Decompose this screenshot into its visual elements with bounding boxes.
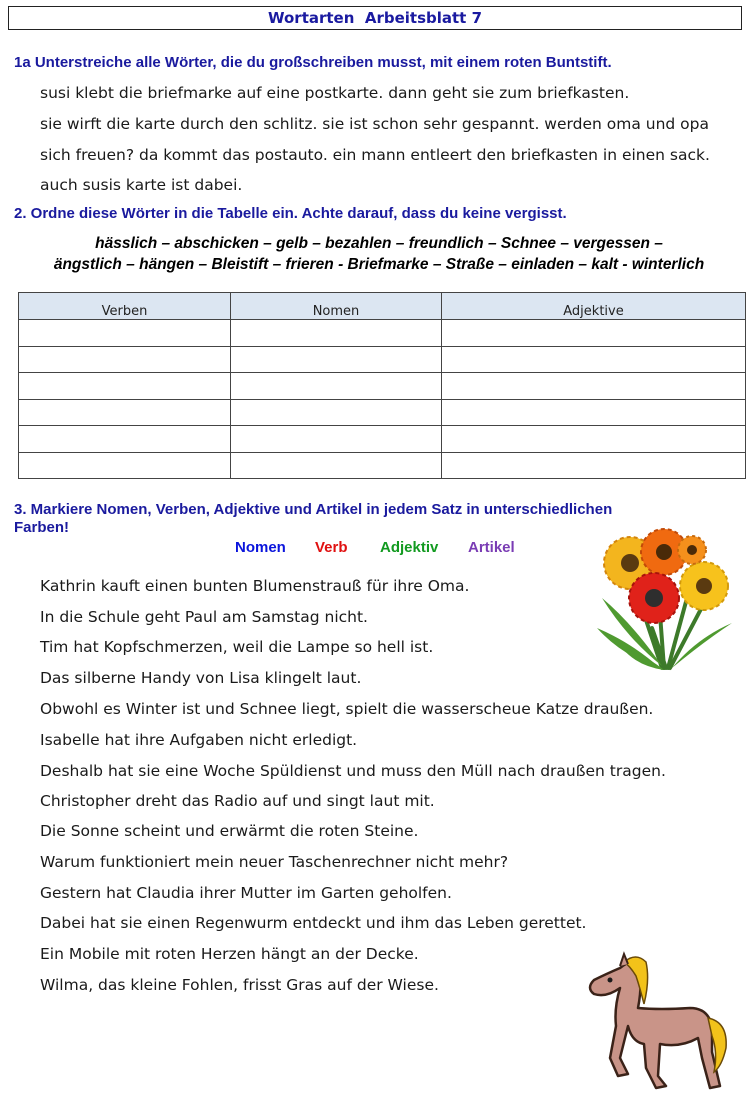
task1-line: auch susis karte ist dabei. bbox=[40, 176, 243, 194]
task2-heading: 2. Ordne diese Wörter in die Tabelle ein. Achte darauf, dass du keine vergisst. bbox=[14, 205, 567, 222]
sentence: Obwohl es Winter ist und Schnee liegt, spielt die wasserscheue Katze draußen. bbox=[40, 700, 654, 718]
sentence: Warum funktioniert mein neuer Taschenrechner nicht mehr? bbox=[40, 853, 509, 871]
legend-verb: Verb bbox=[315, 539, 348, 556]
table-cell[interactable] bbox=[442, 346, 746, 372]
task3-heading-cont: Farben! bbox=[14, 519, 70, 536]
worksheet-title: Wortarten Arbeitsblatt 7 bbox=[8, 6, 742, 30]
table-cell[interactable] bbox=[231, 426, 442, 452]
table-cell[interactable] bbox=[19, 346, 231, 372]
flower-yellow-right-icon bbox=[680, 562, 728, 610]
sentence: Tim hat Kopfschmerzen, weil die Lampe so hell ist. bbox=[40, 638, 434, 656]
sentence: Wilma, das kleine Fohlen, frisst Gras auf der Wiese. bbox=[40, 976, 439, 994]
legend-artikel: Artikel bbox=[468, 539, 515, 556]
flower-red-icon bbox=[629, 573, 679, 623]
foal-illustration bbox=[580, 948, 730, 1092]
flower-orange-small-icon bbox=[678, 536, 706, 564]
table-cell[interactable] bbox=[231, 399, 442, 425]
column-header-adjektive: Adjektive bbox=[442, 293, 746, 320]
column-header-nomen: Nomen bbox=[231, 293, 442, 320]
legend-nomen: Nomen bbox=[235, 539, 286, 556]
table-row bbox=[19, 373, 746, 399]
table-row bbox=[19, 426, 746, 452]
table-cell[interactable] bbox=[19, 452, 231, 478]
table-cell[interactable] bbox=[442, 399, 746, 425]
sentence: Deshalb hat sie eine Woche Spüldienst und muss den Müll nach draußen tragen. bbox=[40, 762, 666, 780]
column-header-verben: Verben bbox=[19, 293, 231, 320]
sorting-table bbox=[18, 292, 746, 479]
table-row bbox=[19, 399, 746, 425]
word-list-line: hässlich – abschicken – gelb – bezahlen – freundlich – Schnee – vergessen – bbox=[95, 235, 663, 252]
sentence: Christopher dreht das Radio auf und singt laut mit. bbox=[40, 792, 435, 810]
legend-adjektiv: Adjektiv bbox=[380, 539, 439, 556]
table-row bbox=[19, 346, 746, 372]
table-cell[interactable] bbox=[19, 399, 231, 425]
table-row bbox=[19, 452, 746, 478]
table-cell[interactable] bbox=[19, 320, 231, 346]
table-cell[interactable] bbox=[19, 426, 231, 452]
table-cell[interactable] bbox=[442, 426, 746, 452]
table-cell[interactable] bbox=[231, 373, 442, 399]
table-cell[interactable] bbox=[231, 452, 442, 478]
table-cell[interactable] bbox=[442, 320, 746, 346]
table-cell[interactable] bbox=[19, 373, 231, 399]
sentence: Ein Mobile mit roten Herzen hängt an der Decke. bbox=[40, 945, 419, 963]
table-cell[interactable] bbox=[231, 320, 442, 346]
task1-line: susi klebt die briefmarke auf eine postkarte. dann geht sie zum briefkasten. bbox=[40, 84, 630, 102]
task3-heading: 3. Markiere Nomen, Verben, Adjektive und Artikel in jedem Satz in unterschiedlichen bbox=[14, 501, 613, 518]
table-cell[interactable] bbox=[231, 346, 442, 372]
task1-line: sie wirft die karte durch den schlitz. sie ist schon sehr gespannt. werden oma und opa bbox=[40, 115, 709, 133]
word-list-line: ängstlich – hängen – Bleistift – frieren - Briefmarke – Straße – einladen – kalt - winterlich bbox=[53, 256, 705, 273]
sentence: In die Schule geht Paul am Samstag nicht. bbox=[40, 608, 368, 626]
task1-heading: 1a Unterstreiche alle Wörter, die du großschreiben musst, mit einem roten Buntstift. bbox=[14, 54, 612, 71]
task1-line: sich freuen? da kommt das postauto. ein mann entleert den briefkasten in einen sack. bbox=[40, 146, 710, 164]
sentence: Isabelle hat ihre Aufgaben nicht erledigt. bbox=[40, 731, 358, 749]
sentence: Dabei hat sie einen Regenwurm entdeckt und ihm das Leben gerettet. bbox=[40, 914, 587, 932]
flower-bouquet-illustration bbox=[592, 528, 742, 676]
sentence: Gestern hat Claudia ihrer Mutter im Garten geholfen. bbox=[40, 884, 452, 902]
sentence: Die Sonne scheint und erwärmt die roten Steine. bbox=[40, 822, 419, 840]
table-row bbox=[19, 320, 746, 346]
sentence: Kathrin kauft einen bunten Blumenstrauß für ihre Oma. bbox=[40, 577, 470, 595]
table-cell[interactable] bbox=[442, 452, 746, 478]
sentence: Das silberne Handy von Lisa klingelt laut. bbox=[40, 669, 362, 687]
table-cell[interactable] bbox=[442, 373, 746, 399]
